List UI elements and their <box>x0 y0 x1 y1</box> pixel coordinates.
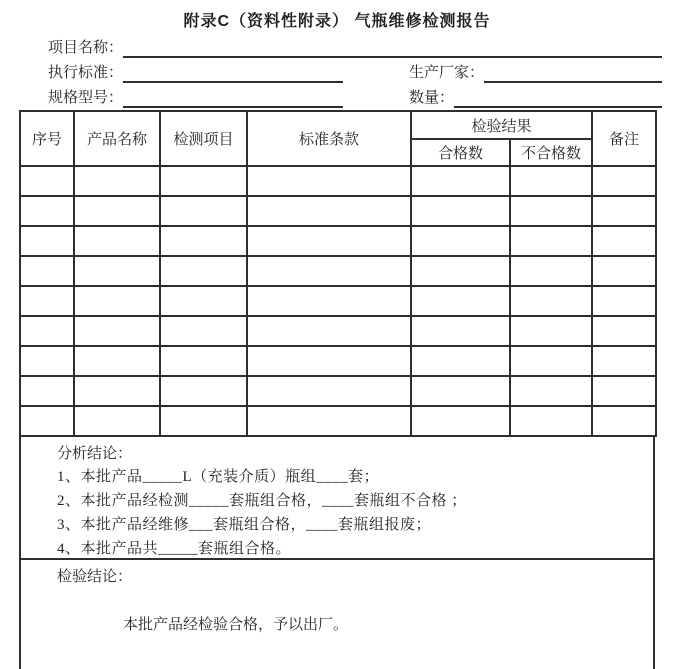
empty-cell <box>74 226 160 256</box>
empty-cell <box>247 346 411 376</box>
conclusion-section <box>19 560 655 669</box>
col-header-product-name: 产品名称 <box>74 111 160 166</box>
empty-cell <box>160 226 247 256</box>
project-name-label: 项目名称： <box>48 40 124 56</box>
empty-cell <box>74 406 160 436</box>
conclusion-heading: 检验结论： <box>57 569 133 585</box>
empty-cell <box>411 166 510 196</box>
empty-cell <box>592 406 656 436</box>
empty-cell <box>160 316 247 346</box>
quantity-blank <box>454 88 662 108</box>
standard-label: 执行标准： <box>48 65 124 81</box>
empty-cell <box>247 226 411 256</box>
empty-cell <box>247 376 411 406</box>
col-header-remarks: 备注 <box>592 111 656 166</box>
empty-cell <box>592 256 656 286</box>
empty-cell <box>510 166 592 196</box>
empty-cell <box>20 226 74 256</box>
empty-cell <box>74 256 160 286</box>
empty-cell <box>20 316 74 346</box>
table-body <box>20 166 656 436</box>
col-header-qualified-count: 合格数 <box>411 139 510 166</box>
table-row <box>20 286 656 316</box>
standard-blank <box>123 63 343 83</box>
empty-cell <box>510 286 592 316</box>
empty-cell <box>247 406 411 436</box>
field-project-name <box>48 35 662 58</box>
empty-cell <box>510 376 592 406</box>
manufacturer-blank <box>484 63 662 83</box>
empty-cell <box>592 316 656 346</box>
empty-cell <box>20 286 74 316</box>
empty-cell <box>160 406 247 436</box>
empty-cell <box>160 346 247 376</box>
empty-cell <box>592 286 656 316</box>
manufacturer-label: 生产厂家： <box>409 65 485 81</box>
empty-cell <box>411 226 510 256</box>
empty-cell <box>247 166 411 196</box>
analysis-line: 3、本批产品经维修___套瓶组合格，____套瓶组报废； <box>57 517 432 533</box>
header-fields <box>48 35 662 108</box>
analysis-line: 2、本批产品经检测_____套瓶组合格，____套瓶组不合格 ； <box>57 493 467 509</box>
empty-cell <box>247 316 411 346</box>
empty-cell <box>247 256 411 286</box>
col-header-result-group: 检验结果 <box>411 111 592 139</box>
empty-cell <box>160 256 247 286</box>
empty-cell <box>411 256 510 286</box>
inspection-table <box>19 110 657 437</box>
spec-model-blank <box>123 88 343 108</box>
empty-cell <box>510 196 592 226</box>
quantity-label: 数量： <box>409 90 455 106</box>
empty-cell <box>20 196 74 226</box>
empty-cell <box>411 286 510 316</box>
empty-cell <box>160 286 247 316</box>
empty-cell <box>160 376 247 406</box>
field-row-spec-quantity <box>48 85 662 108</box>
empty-cell <box>510 316 592 346</box>
table-row <box>20 316 656 346</box>
empty-cell <box>74 376 160 406</box>
project-name-blank <box>123 38 662 58</box>
spec-model-label: 规格型号： <box>48 90 124 106</box>
empty-cell <box>20 166 74 196</box>
empty-cell <box>74 196 160 226</box>
empty-cell <box>592 376 656 406</box>
empty-cell <box>510 256 592 286</box>
col-header-unqualified-count: 不合格数 <box>510 139 592 166</box>
report-page <box>0 8 674 669</box>
analysis-line: 4、本批产品共_____套瓶组合格。 <box>57 541 292 557</box>
analysis-heading: 分析结论： <box>57 446 133 462</box>
table-header <box>20 111 656 166</box>
empty-cell <box>247 286 411 316</box>
document-title: 附录C（资料性附录） 气瓶维修检测报告 <box>183 13 491 30</box>
empty-cell <box>510 346 592 376</box>
empty-cell <box>411 376 510 406</box>
analysis-section <box>19 437 655 560</box>
col-header-inspection-item: 检测项目 <box>160 111 247 166</box>
empty-cell <box>20 376 74 406</box>
empty-cell <box>74 346 160 376</box>
table-row <box>20 166 656 196</box>
empty-cell <box>20 406 74 436</box>
empty-cell <box>411 406 510 436</box>
conclusion-body: 本批产品经检验合格，予以出厂。 <box>123 617 349 633</box>
empty-cell <box>74 286 160 316</box>
empty-cell <box>592 346 656 376</box>
table-row <box>20 256 656 286</box>
empty-cell <box>592 166 656 196</box>
empty-cell <box>74 316 160 346</box>
empty-cell <box>510 406 592 436</box>
empty-cell <box>592 196 656 226</box>
table-row <box>20 406 656 436</box>
empty-cell <box>510 226 592 256</box>
empty-cell <box>20 256 74 286</box>
table-row <box>20 226 656 256</box>
field-row-standard-manufacturer <box>48 60 662 83</box>
table-row <box>20 376 656 406</box>
col-header-seq: 序号 <box>20 111 74 166</box>
empty-cell <box>74 166 160 196</box>
table-row <box>20 196 656 226</box>
empty-cell <box>247 196 411 226</box>
empty-cell <box>411 346 510 376</box>
col-header-standard-clause: 标准条款 <box>247 111 411 166</box>
empty-cell <box>160 196 247 226</box>
empty-cell <box>160 166 247 196</box>
empty-cell <box>592 226 656 256</box>
empty-cell <box>20 346 74 376</box>
analysis-line: 1、本批产品_____L（充装介质）瓶组____套； <box>57 469 380 485</box>
table-row <box>20 346 656 376</box>
empty-cell <box>411 316 510 346</box>
empty-cell <box>411 196 510 226</box>
